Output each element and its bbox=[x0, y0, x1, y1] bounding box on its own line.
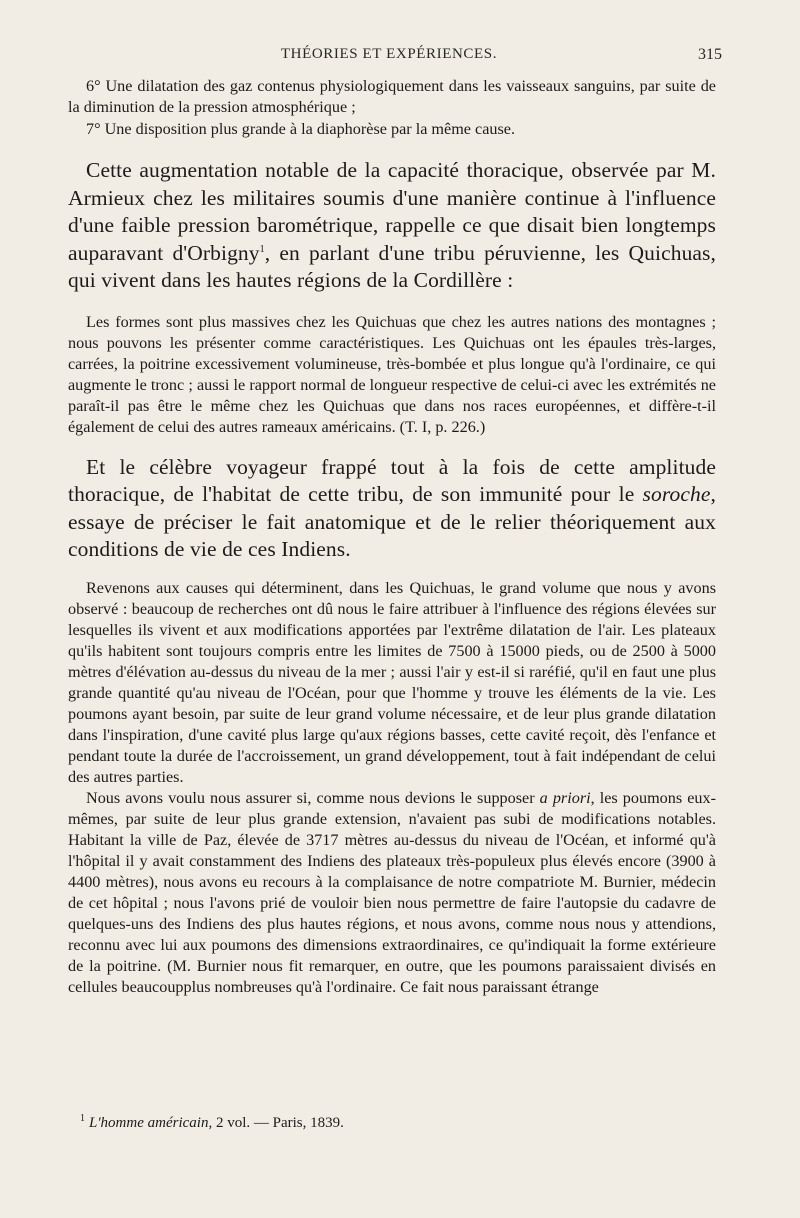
page-header bbox=[68, 46, 722, 64]
paragraph-text: Et le célèbre voyageur frappé tout à la fois de cette amplitude thoracique, de l'habitat de cette tribu, de son immunité pour le bbox=[68, 454, 716, 506]
paragraph-text: , essaye de préciser le fait anatomique et de le relier théoriquement aux conditions de vie de ces Indiens. bbox=[68, 482, 716, 561]
paragraph-text: , en parlant d'une tribu péruvienne, les Quichuas, qui vivent dans les hautes régions de la Cordillère : bbox=[68, 240, 717, 292]
paragraph-text: Cette augmentation notable de la capacité thoracique, observée par M. Armieux chez les militaires soumis d'une manière continue à l'influence d'une faible pression barométrique, rappelle ce que disait bien longtemps auparavant d'Orbigny bbox=[68, 158, 716, 265]
paragraph-nous-avons bbox=[68, 788, 716, 998]
running-head: THÉORIES ET EXPÉRIENCES. bbox=[280, 46, 498, 62]
page-body bbox=[68, 76, 716, 998]
paragraph-text: Nous avons voulu nous assurer si, comme nous devions le supposer bbox=[86, 788, 540, 807]
page-number: 315 bbox=[698, 46, 722, 63]
italic-term: soroche bbox=[642, 482, 711, 506]
quotation-block: Les formes sont plus massives chez les Quichuas que chez les autres nations des montagnes ; nous pouvons les présenter comme caractéristiques. Les Quichuas ont les épaules très-larges, carrées, la poitrine excessivement volumineuse, très-bombée et plus longue qu'à l'ordinaire, ce qui augmente le tronc ; aussi le rapport normal de longueur respective de celui-ci avec les extrémités ne paraît-il pas être le même chez les Quichuas que dans nos races européennes, et diffère-t-il également de celui des autres rameaux américains. (T. I, p. 226.) bbox=[68, 312, 716, 436]
italic-term: a priori bbox=[539, 788, 591, 807]
paragraph-orbigny-intro bbox=[68, 157, 716, 295]
paragraph-text: , les poumons eux-mêmes, par suite de leur plus grande extension, n'avaient pas subi de modifications notables. Habitant la ville de Paz, élevée de 3717 mètres au-dessus du niveau de l'Océan, et informé qu'à l'hôpital il y avait constamment des Indiens des plateaux très-populeux plus élevés encore (3900 à 4400 mètres), nous avons eu recours à la complaisance de notre compatriote M. Burnier, médecin de cet hôpital ; nous l'avons prié de vouloir bien nous permettre de faire l'autopsie du cadavre de quelques-uns des Indiens des plus hautes régions, et nous avons, comme nous nous y attendions, reconnu avec lui aux poumons des dimensions extraordinaires, ce qu'indiquait la forme extérieure de la poitrine. (M. Burnier nous fit remarquer, en outre, que les poumons paraissaient divisés en cellules beaucoupplus nombreuses qu'à l'ordinaire. Ce fait nous paraissant étrange bbox=[68, 788, 716, 996]
list-item-6: 6° Une dilatation des gaz contenus physiologiquement dans les vaisseaux sanguins, par suite de la diminution de la pression atmosphérique ; bbox=[68, 77, 716, 116]
footnote-ref: 1 bbox=[259, 243, 265, 255]
paragraph-voyageur bbox=[68, 454, 716, 564]
list-item-7: 7° Une disposition plus grande à la diaphorèse par la même cause. bbox=[86, 120, 516, 138]
numbered-list bbox=[68, 76, 716, 140]
footnote-text: , 2 vol. — Paris, 1839. bbox=[208, 1115, 344, 1131]
footnote-marker: 1 bbox=[80, 1113, 85, 1124]
footnote-title: L'homme américain bbox=[89, 1115, 209, 1131]
paragraph-revenons: Revenons aux causes qui déterminent, dans les Quichuas, le grand volume que nous y avons observé : beaucoup de recherches ont dû nous le faire attribuer à l'influence des régions élevées sur lesquelles ils vivent et aux modifications apportées par l'extrême dilatation de l'air. Les plateaux qu'ils habitent sont toujours compris entre les limites de 7500 à 15000 pieds, ou de 2500 à 5000 mètres d'élévation au-dessus du niveau de la mer ; aussi l'air y est-il si raréfié, qu'il en faut une plus grande quantité qu'au niveau de l'Océan, pour que l'homme y trouve les éléments de la vie. Les poumons ayant besoin, par suite de leur grand volume nécessaire, et de leur plus grande dilatation dans l'inspiration, d'une cavité plus large qu'aux régions basses, cette cavité reçoit, dès l'enfance et pendant toute la durée de l'accroissement, un grand développement, tout à fait indépendant de celui des autres parties. bbox=[68, 578, 716, 786]
footnote bbox=[80, 1114, 700, 1133]
